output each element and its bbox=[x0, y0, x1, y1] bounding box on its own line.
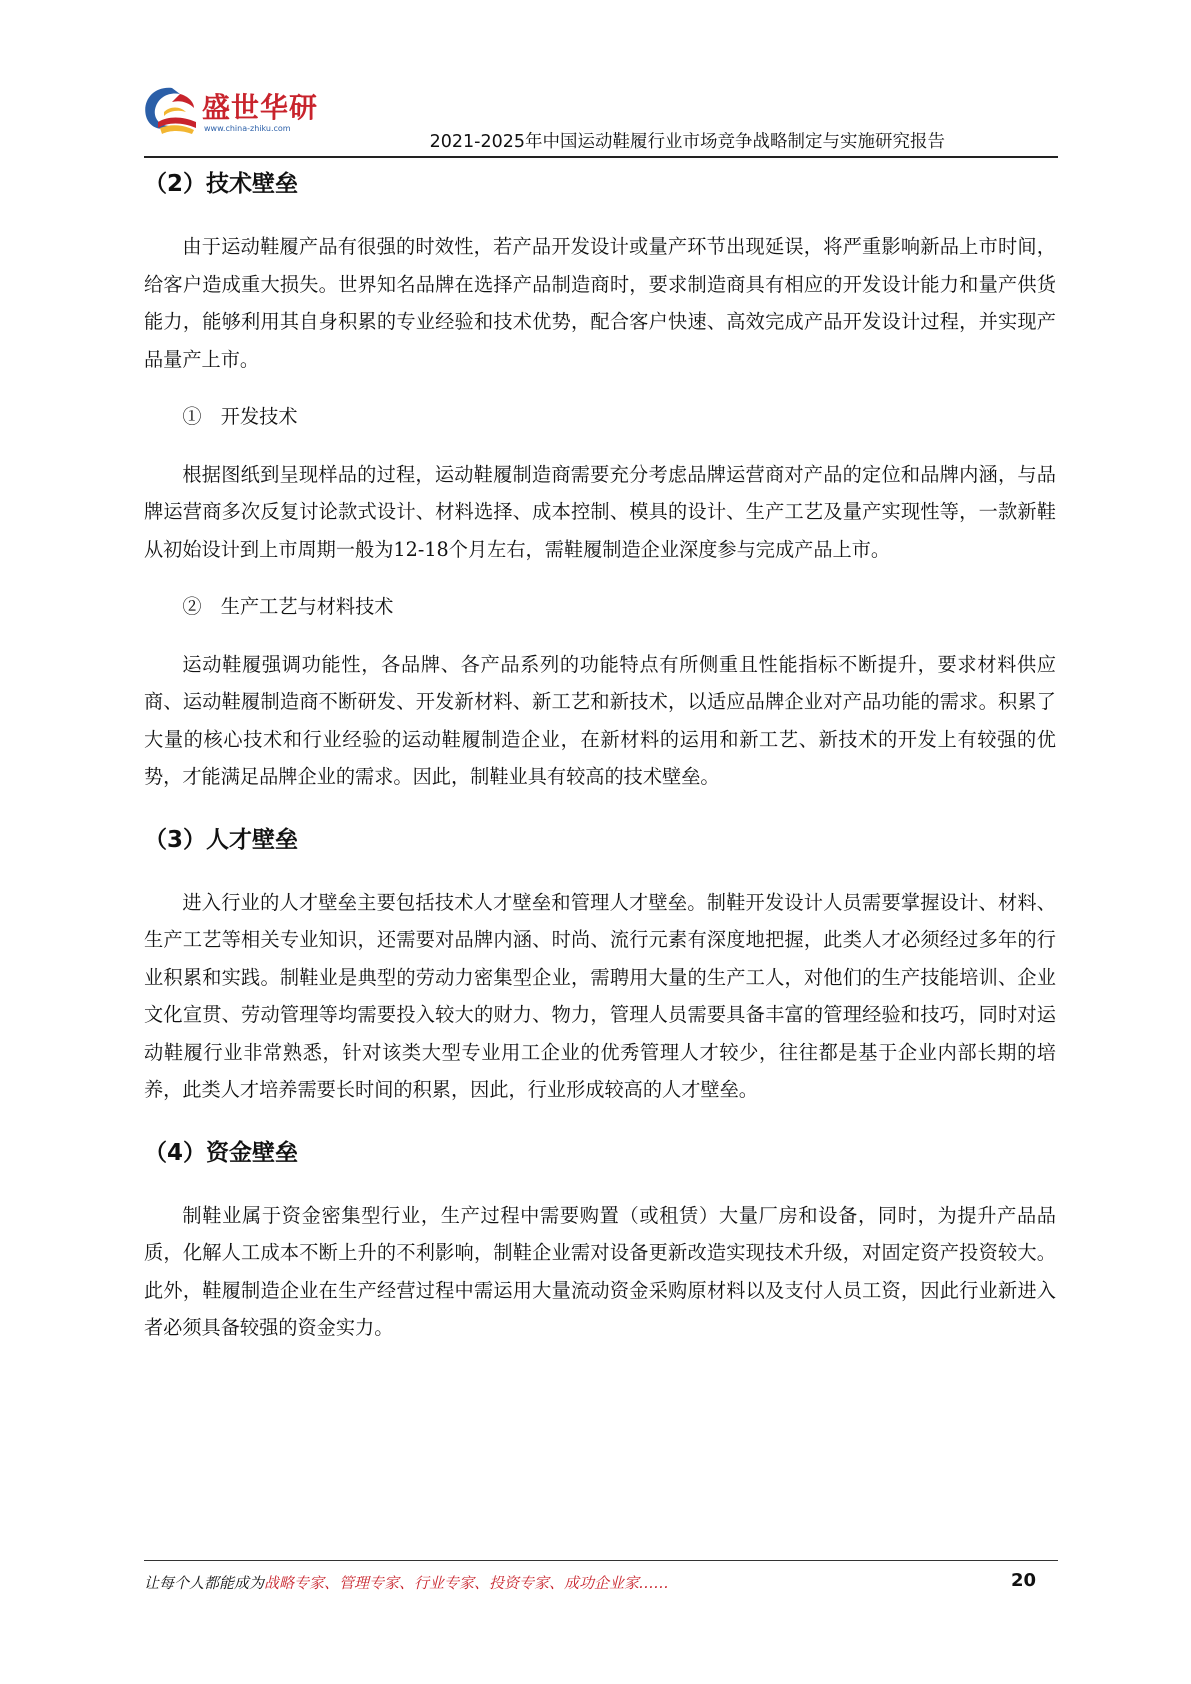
footer-slogan-lead: 让每个人都能成为 bbox=[144, 1574, 265, 1592]
footer-slogan-roles: 战略专家、管理专家、行业专家、投资专家、成功企业家…… bbox=[264, 1574, 670, 1592]
report-title: 2021-2025年中国运动鞋履行业市场竞争战略制定与实施研究报告 bbox=[429, 132, 945, 152]
subheading-development-tech: ① 开发技术 bbox=[182, 405, 298, 428]
section-heading-capital-barrier: （4）资金壁垒 bbox=[144, 1139, 299, 1166]
logo-name: 盛世华研 bbox=[202, 91, 319, 124]
section-heading-tech-barrier: （2）技术壁垒 bbox=[144, 171, 299, 197]
footer-divider bbox=[144, 1560, 1058, 1561]
logo-emblem-icon bbox=[140, 82, 202, 142]
brand-logo bbox=[140, 82, 330, 148]
process-material-tech-paragraph: 运动鞋履强调功能性，各品牌、各产品系列的功能特点有所侧重且性能指标不断提升，要求材料供应商、运动鞋履制造商不断研发、开发新材料、新工艺和新技术，以适应品牌企业对产品功能的需求。积累了大量的核心技术和行业经验的运动鞋履制造企业，在新材料的运用和新工艺、新技术的开发上有较强的优势，才能满足品牌企业的需求。因此，制鞋业具有较高的技术壁垒。 bbox=[144, 652, 1056, 788]
page-footer bbox=[144, 1572, 1058, 1600]
section-heading-talent-barrier: （3）人才壁垒 bbox=[144, 826, 299, 853]
logo-url: www.china-zhiku.com bbox=[204, 124, 291, 133]
header-divider bbox=[144, 156, 1058, 158]
page-number: 20 bbox=[1010, 1570, 1036, 1591]
capital-barrier-paragraph: 制鞋业属于资金密集型行业，生产过程中需要购置（或租赁）大量厂房和设备，同时，为提升产品品质，化解人工成本不断上升的不利影响，制鞋企业需对设备更新改造实现技术升级，对固定资产投资较大。此外，鞋履制造企业在生产经营过程中需运用大量流动资金采购原材料以及支付人员工资，因此行业新进入者必须具备较强的资金实力。 bbox=[144, 1203, 1056, 1339]
subheading-process-material-tech: ② 生产工艺与材料技术 bbox=[182, 595, 394, 618]
talent-barrier-paragraph: 进入行业的人才壁垒主要包括技术人才壁垒和管理人才壁垒。制鞋开发设计人员需要掌握设计、材料、生产工艺等相关专业知识，还需要对品牌内涵、时尚、流行元素有深度地把握，此类人才必须经过多年的行业积累和实践。制鞋业是典型的劳动力密集型企业，需聘用大量的生产工人，对他们的生产技能培训、企业文化宣贯、劳动管理等均需要投入较大的财力、物力，管理人员需要具备丰富的管理经验和技巧，同时对运动鞋履行业非常熟悉，针对该类大型专业用工企业的优秀管理人才较少，往往都是基于企业内部长期的培养，此类人才培养需要长时间的积累，因此，行业形成较高的人才壁垒。 bbox=[144, 890, 1056, 1101]
tech-barrier-intro: 由于运动鞋履产品有很强的时效性，若产品开发设计或量产环节出现延误，将严重影响新品上市时间，给客户造成重大损失。世界知名品牌在选择产品制造商时，要求制造商具有相应的开发设计能力和量产供货能力，能够利用其自身积累的专业经验和技术优势，配合客户快速、高效完成产品开发设计过程，并实现产品量产上市。 bbox=[144, 235, 1056, 371]
development-tech-paragraph: 根据图纸到呈现样品的过程，运动鞋履制造商需要充分考虑品牌运营商对产品的定位和品牌内涵，与品牌运营商多次反复讨论款式设计、材料选择、成本控制、模具的设计、生产工艺及量产实现性等，一款新鞋从初始设计到上市周期一般为12-18个月左右，需鞋履制造企业深度参与完成产品上市。 bbox=[144, 462, 1056, 561]
page-body bbox=[144, 160, 1056, 1347]
page-header bbox=[0, 0, 1191, 160]
